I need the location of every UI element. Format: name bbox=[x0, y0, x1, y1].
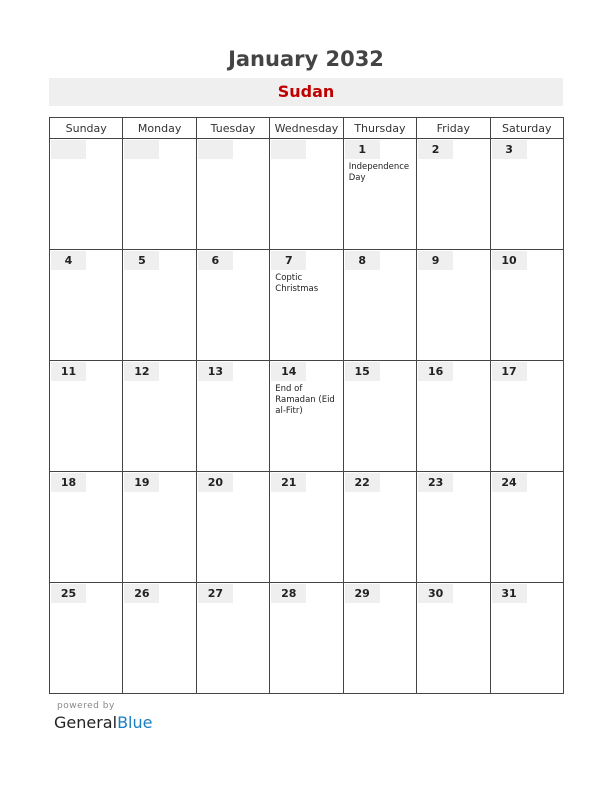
week-row bbox=[50, 139, 564, 250]
weekday-header: Monday bbox=[123, 118, 196, 139]
day-cell[interactable] bbox=[123, 472, 196, 583]
day-cell[interactable] bbox=[50, 361, 123, 472]
holiday-label: Independence Day bbox=[348, 162, 410, 183]
holiday-label: Coptic Christmas bbox=[275, 273, 319, 294]
calendar-grid bbox=[49, 117, 564, 694]
day-number bbox=[198, 140, 233, 159]
weekday-header: Thursday bbox=[343, 118, 416, 139]
day-cell[interactable] bbox=[50, 139, 123, 250]
weekday-header: Tuesday bbox=[196, 118, 269, 139]
day-cell[interactable] bbox=[343, 139, 416, 250]
generalblue-logo[interactable] bbox=[54, 713, 152, 732]
day-cell[interactable] bbox=[123, 583, 196, 694]
day-number: 23 bbox=[418, 473, 453, 492]
week-row bbox=[50, 472, 564, 583]
day-cell[interactable] bbox=[123, 361, 196, 472]
day-cell[interactable] bbox=[417, 472, 490, 583]
day-number: 17 bbox=[492, 362, 527, 381]
day-number: 19 bbox=[124, 473, 159, 492]
day-number bbox=[124, 140, 159, 159]
week-row bbox=[50, 361, 564, 472]
powered-by-label: powered by bbox=[57, 701, 115, 711]
day-cell[interactable] bbox=[270, 361, 343, 472]
day-cell[interactable] bbox=[343, 361, 416, 472]
day-cell[interactable] bbox=[490, 583, 563, 694]
day-number: 2 bbox=[418, 140, 453, 159]
weekday-header: Saturday bbox=[490, 118, 563, 139]
day-cell[interactable] bbox=[196, 139, 269, 250]
country-name: Sudan bbox=[277, 82, 335, 101]
day-number: 7 bbox=[271, 251, 306, 270]
day-number: 25 bbox=[51, 584, 86, 603]
holiday-label: End of Ramadan (Eid al-Fitr) bbox=[275, 384, 335, 416]
day-cell[interactable] bbox=[196, 583, 269, 694]
day-cell[interactable] bbox=[270, 139, 343, 250]
day-cell[interactable] bbox=[417, 139, 490, 250]
day-number: 5 bbox=[124, 251, 159, 270]
weekday-header-row bbox=[50, 118, 564, 139]
day-number: 3 bbox=[492, 140, 527, 159]
day-number: 4 bbox=[51, 251, 86, 270]
day-cell[interactable] bbox=[50, 250, 123, 361]
day-number: 9 bbox=[418, 251, 453, 270]
day-number: 12 bbox=[124, 362, 159, 381]
day-number: 26 bbox=[124, 584, 159, 603]
day-number: 8 bbox=[345, 251, 380, 270]
weekday-header: Wednesday bbox=[270, 118, 343, 139]
day-cell[interactable] bbox=[50, 583, 123, 694]
day-cell[interactable] bbox=[417, 583, 490, 694]
day-cell[interactable] bbox=[196, 361, 269, 472]
day-cell[interactable] bbox=[343, 583, 416, 694]
day-cell[interactable] bbox=[417, 250, 490, 361]
brand-blue: Blue bbox=[117, 713, 153, 732]
day-number bbox=[271, 140, 306, 159]
day-number: 1 bbox=[345, 140, 380, 159]
day-number: 22 bbox=[345, 473, 380, 492]
brand-general: General bbox=[54, 713, 118, 732]
day-cell[interactable] bbox=[343, 250, 416, 361]
day-cell[interactable] bbox=[343, 472, 416, 583]
day-number: 20 bbox=[198, 473, 233, 492]
day-cell[interactable] bbox=[196, 472, 269, 583]
day-number: 16 bbox=[418, 362, 453, 381]
day-cell[interactable] bbox=[123, 250, 196, 361]
day-number: 13 bbox=[198, 362, 233, 381]
day-number: 31 bbox=[492, 584, 527, 603]
day-number: 24 bbox=[492, 473, 527, 492]
day-cell[interactable] bbox=[270, 583, 343, 694]
day-number: 15 bbox=[345, 362, 380, 381]
country-banner bbox=[49, 78, 563, 106]
day-number bbox=[51, 140, 86, 159]
calendar-title: January 2032 bbox=[228, 47, 384, 71]
day-number: 27 bbox=[198, 584, 233, 603]
day-number: 10 bbox=[492, 251, 527, 270]
day-number: 6 bbox=[198, 251, 233, 270]
day-number: 30 bbox=[418, 584, 453, 603]
day-cell[interactable] bbox=[123, 139, 196, 250]
day-number: 21 bbox=[271, 473, 306, 492]
day-cell[interactable] bbox=[490, 361, 563, 472]
day-cell[interactable] bbox=[196, 250, 269, 361]
day-cell[interactable] bbox=[490, 472, 563, 583]
day-cell[interactable] bbox=[490, 250, 563, 361]
week-row bbox=[50, 250, 564, 361]
day-number: 11 bbox=[51, 362, 86, 381]
day-number: 14 bbox=[271, 362, 306, 381]
weekday-header: Friday bbox=[417, 118, 490, 139]
day-number: 28 bbox=[271, 584, 306, 603]
day-cell[interactable] bbox=[417, 361, 490, 472]
day-cell[interactable] bbox=[490, 139, 563, 250]
day-number: 18 bbox=[51, 473, 86, 492]
week-row bbox=[50, 583, 564, 694]
day-cell[interactable] bbox=[270, 472, 343, 583]
day-cell[interactable] bbox=[50, 472, 123, 583]
day-cell[interactable] bbox=[270, 250, 343, 361]
day-number: 29 bbox=[345, 584, 380, 603]
weekday-header: Sunday bbox=[50, 118, 123, 139]
